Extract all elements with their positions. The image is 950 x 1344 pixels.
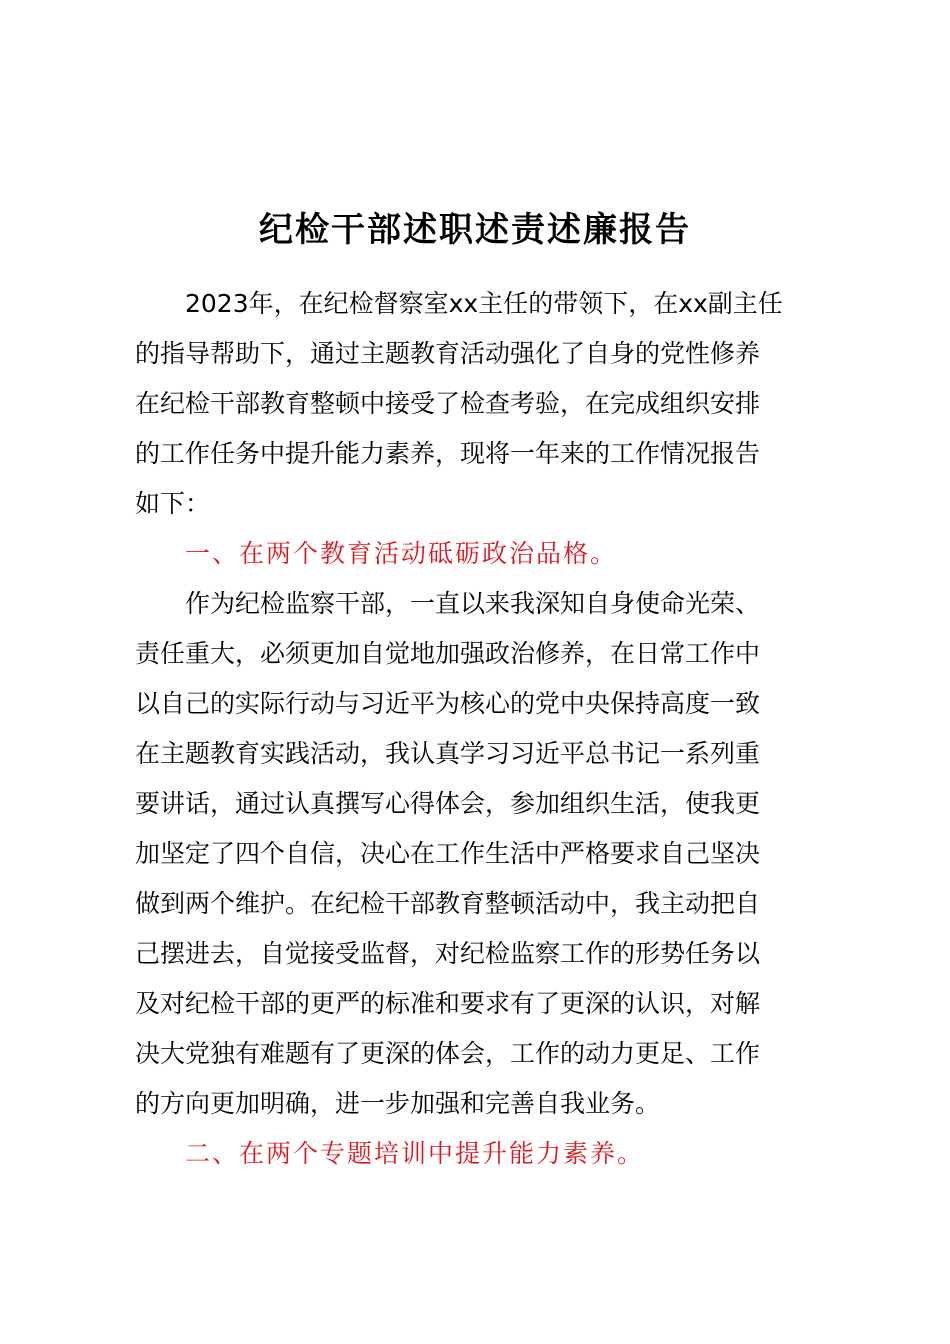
section1-line: 的方向更加明确，进一步加强和完善自我业务。 <box>135 1089 661 1118</box>
intro-line: 在纪检干部教育整顿中接受了检查考验，在完成组织安排 <box>135 389 761 418</box>
section1-line: 在主题教育实践活动，我认真学习习近平总书记一系列重 <box>135 739 761 768</box>
intro-line: 的工作任务中提升能力素养，现将一年来的工作情况报告 <box>135 439 761 468</box>
section1-line: 以自己的实际行动与习近平为核心的党中央保持高度一致 <box>135 689 761 718</box>
section1-line: 要讲话，通过认真撰写心得体会，参加组织生活，使我更 <box>135 789 761 818</box>
intro-line: 的指导帮助下，通过主题教育活动强化了自身的党性修养 <box>135 339 761 368</box>
section1-line: 责任重大，必须更加自觉地加强政治修养，在日常工作中 <box>135 639 761 668</box>
intro-line: 2023年，在纪检督察室xx主任的带领下，在xx副主任 <box>185 289 783 318</box>
section-heading-2: 二、在两个专题培训中提升能力素养。 <box>185 1139 645 1168</box>
section1-line: 加坚定了四个自信，决心在工作生活中严格要求自己坚决 <box>135 839 761 868</box>
section-heading-1: 一、在两个教育活动砥砺政治品格。 <box>185 539 618 568</box>
section1-line: 及对纪检干部的更严的标准和要求有了更深的认识，对解 <box>135 989 761 1018</box>
intro-line: 如下： <box>135 489 211 518</box>
section1-line: 己摆进去，自觉接受监督，对纪检监察工作的形势任务以 <box>135 939 761 968</box>
document-title: 纪检干部述职述责述廉报告 <box>259 210 691 250</box>
section1-line: 做到两个维护。在纪检干部教育整顿活动中，我主动把自 <box>135 889 761 918</box>
section1-line: 作为纪检监察干部，一直以来我深知自身使命光荣、 <box>185 589 761 618</box>
section1-line: 决大党独有难题有了更深的体会，工作的动力更足、工作 <box>135 1039 761 1068</box>
